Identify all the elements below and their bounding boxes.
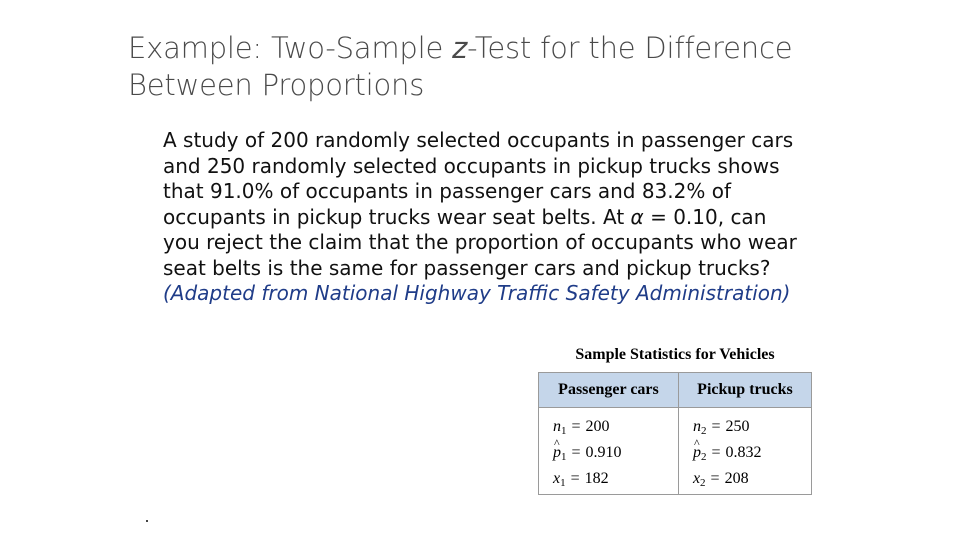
header-passenger-cars: Passenger cars bbox=[539, 373, 679, 408]
title-prefix: Example: Two-Sample bbox=[128, 31, 453, 65]
stat-p2: ^ $p_2 = 0.832$ bbox=[693, 442, 811, 468]
table-caption: Sample Statistics for Vehicles bbox=[575, 346, 775, 363]
title-suffix: -Test for the Difference bbox=[467, 31, 793, 65]
problem-text-main: A study of 200 randomly selected occupants in passenger cars and 250 randomly selected occupants in pickup trucks shows that 91.0% of occupants in passenger cars and 83.2% of occupants in pickup trucks wear seat belts. At bbox=[163, 128, 794, 229]
table-header-row bbox=[539, 373, 812, 408]
slide-title bbox=[128, 30, 888, 104]
decorative-dot bbox=[146, 520, 148, 522]
stat-n2: $n_2 = 250$ bbox=[692, 418, 750, 437]
problem-text-alpha: = 0.10, can you reject the claim that the proportion of occupants who wear seat belts is the same for passenger cars and pickup trucks? bbox=[163, 204, 797, 280]
passenger-cars-stats bbox=[539, 408, 679, 495]
table-row bbox=[539, 408, 812, 495]
pickup-trucks-stats bbox=[678, 408, 811, 495]
source-note: (Adapted from National Highway Traffic Safety Administration) bbox=[163, 281, 791, 305]
stat-x1: $x_1 = 182$ bbox=[553, 470, 609, 489]
stat-n1: $n_1 = 200$ bbox=[553, 418, 610, 437]
problem-statement bbox=[163, 128, 803, 307]
title-z: z bbox=[452, 31, 468, 65]
stat-x2: $x_2 = 208$ bbox=[692, 470, 749, 489]
stat-p1: ^ $p_1 = 0.910$ bbox=[553, 442, 678, 468]
sample-statistics-table bbox=[538, 372, 812, 495]
alpha-symbol: α bbox=[630, 204, 644, 229]
title-line-2: Between Proportions bbox=[128, 68, 425, 102]
header-pickup-trucks: Pickup trucks bbox=[678, 373, 811, 408]
